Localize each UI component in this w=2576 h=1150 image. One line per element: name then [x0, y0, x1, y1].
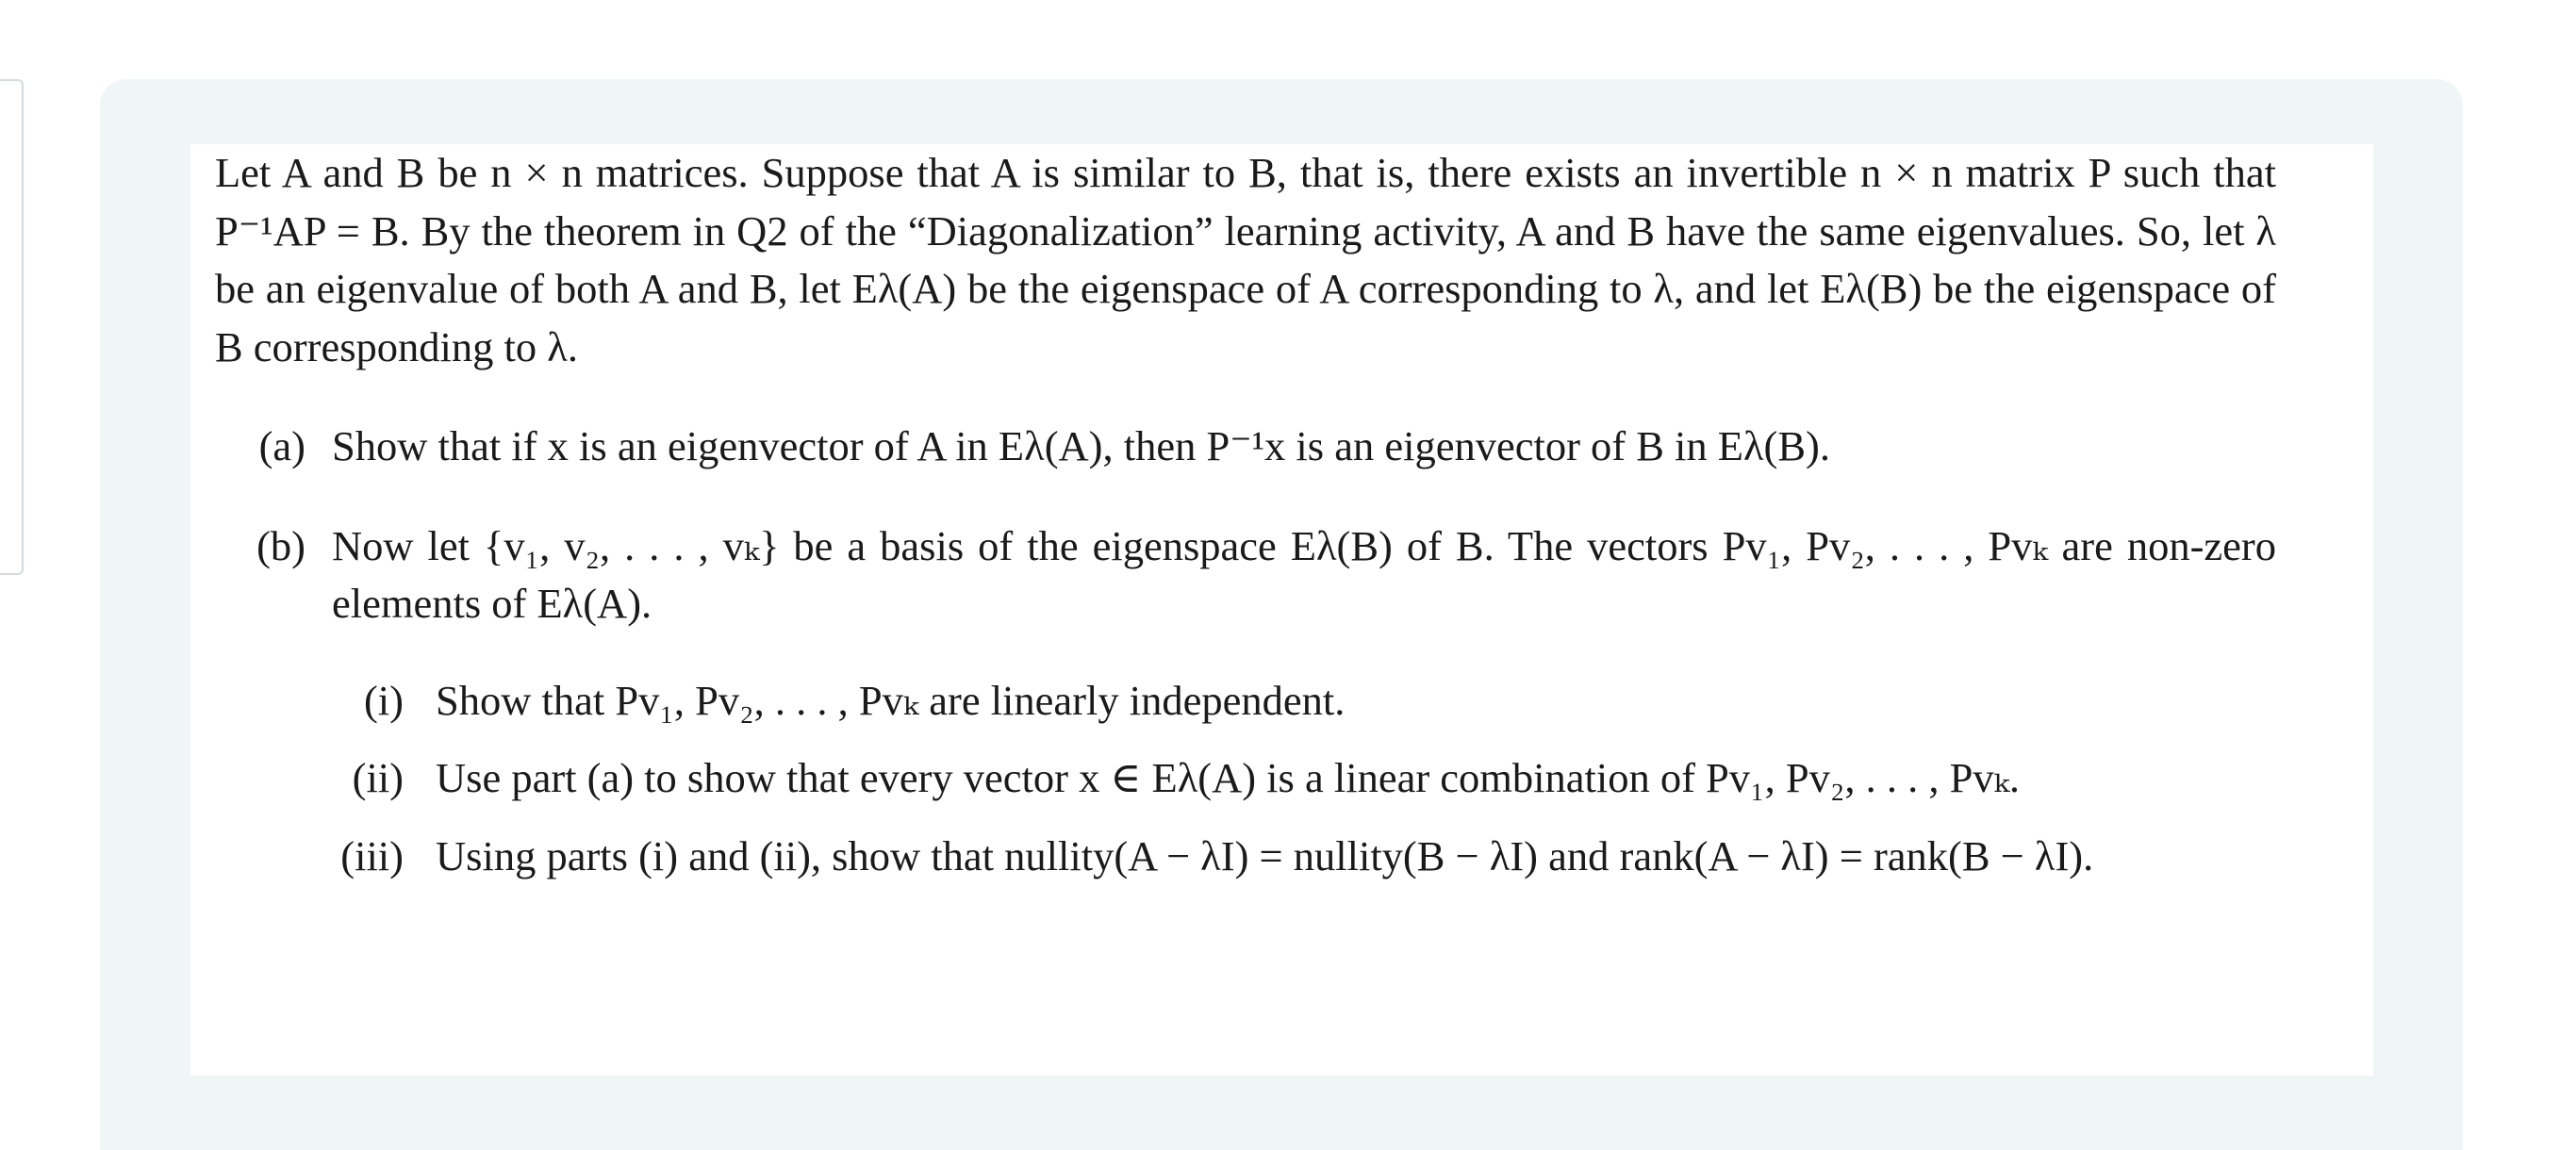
part-b-iii [215, 828, 2276, 886]
problem-text [215, 144, 2276, 885]
part-b-i [215, 672, 2276, 731]
part-b [215, 518, 2276, 633]
part-b-ii [215, 749, 2276, 808]
question-card [100, 79, 2463, 1150]
part-b-iii-text: Using parts (i) and (ii), show that nullity(A − λI) = nullity(B − λI) and rank(A − λI) = rank(B − λI). [436, 831, 2094, 879]
part-b-ii-text: Use part (a) to show that every vector x ∈ Eλ(A) is a linear combination of Pv₁, Pv₂, . . . , Pvₖ. [436, 754, 2020, 801]
part-b-label: (b) [256, 521, 305, 569]
part-b-ii-label: (ii) [352, 754, 404, 801]
part-a-label: (a) [258, 422, 305, 469]
part-b-iii-label: (iii) [340, 831, 404, 879]
part-a-text: Show that if x is an eigenvector of A in Eλ(A), then P⁻¹x is an eigenvector of B in Eλ(B). [332, 422, 1830, 469]
part-a [215, 418, 2276, 476]
problem-intro: Let A and B be n × n matrices. Suppose that A is similar to B, that is, there exists an invertible n × n matrix P such that P⁻¹AP = B. By the theorem in Q2 of the “Diagonalization” learning activity, A and B have the same eigenvalues. So, let λ be an eigenvalue of both A and B, let Eλ(A) be the eigenspace of A corresponding to λ, and let Eλ(B) be the eigenspace of B corresponding to λ. [215, 149, 2276, 370]
part-b-i-text: Show that Pv₁, Pv₂, . . . , Pvₖ are linearly independent. [436, 676, 1346, 724]
part-b-text: Now let {v₁, v₂, . . . , vₖ} be a basis of the eigenspace Eλ(B) of B. The vectors Pv₁, Pv₂, . . . , Pvₖ are non-zero elements of Eλ(A). [332, 521, 2276, 627]
part-b-i-label: (i) [363, 676, 404, 724]
problem-statement-image [190, 144, 2373, 1076]
side-panel-tab[interactable] [0, 79, 24, 575]
